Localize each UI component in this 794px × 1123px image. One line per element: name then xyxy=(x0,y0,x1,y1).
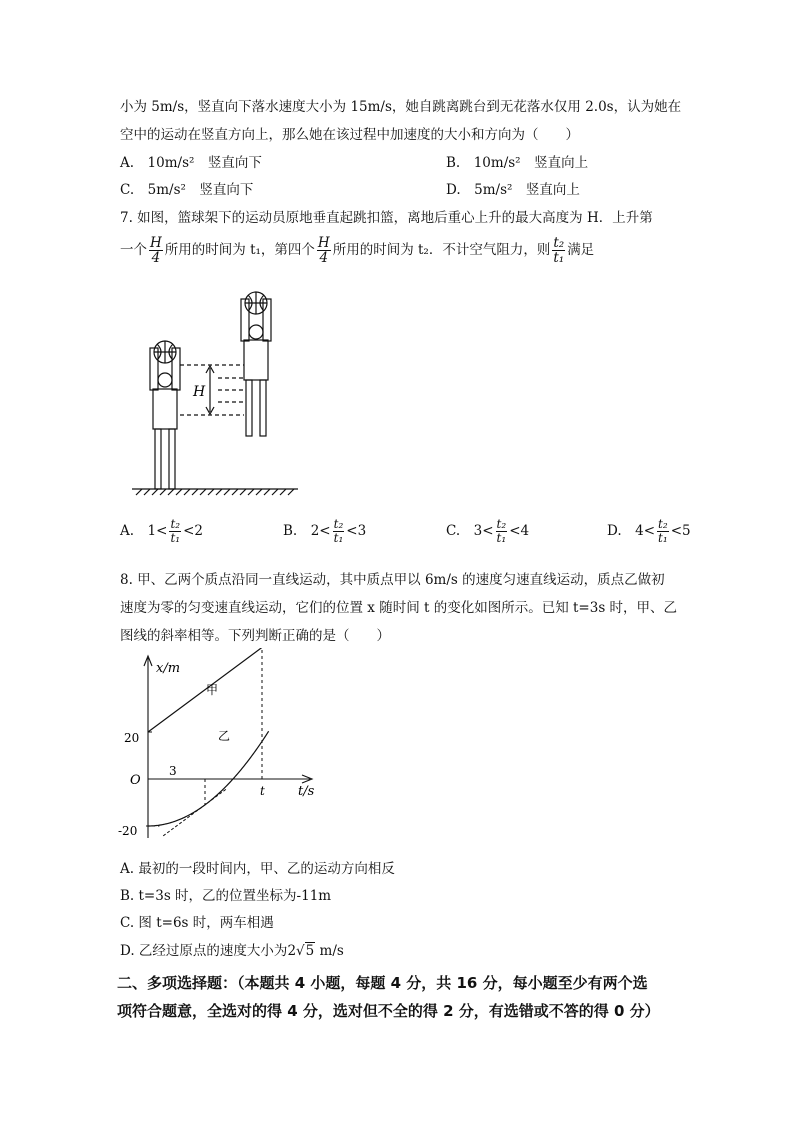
frac-num: t₂ xyxy=(658,517,668,531)
ground-hatch xyxy=(136,489,294,495)
opt-pre: B. 2< xyxy=(283,523,331,539)
opt-post: <2 xyxy=(183,523,203,539)
frac-num: t₂ xyxy=(496,517,507,531)
position-time-chart xyxy=(112,648,332,848)
origin-label: O xyxy=(130,773,141,788)
frac-den: 4 xyxy=(319,250,329,266)
unit: m/s xyxy=(315,943,344,959)
section2-text-2: 项符合题意，全选对的得 4 分，选对但不全的得 2 分，有选错或不答的得 0 分） xyxy=(117,1002,660,1020)
q6-option-b: B. 10m/s² 竖直向上 xyxy=(446,155,589,171)
x-tick-label-3: 3 xyxy=(169,764,177,778)
q8-option-c: C. 图 t=6s 时，两车相遇 xyxy=(120,915,274,931)
fraction-t2-over-t1 xyxy=(496,518,508,545)
q7-text-c: 所用的时间为 t₂．不计空气阻力，则 xyxy=(332,242,551,258)
frac-den: 4 xyxy=(151,250,161,266)
radicand: 5 xyxy=(305,943,315,959)
opt-pre: D. 4< xyxy=(607,523,656,539)
frac-num: H xyxy=(150,235,162,251)
q7-line1: 7. 如图，篮球架下的运动员原地垂直起跳扣篮，离地后重心上升的最大高度为 H．上升第 xyxy=(120,210,653,226)
fraction-t2-over-t1 xyxy=(657,518,669,545)
fraction-h-over-4 xyxy=(317,236,331,265)
q7-line2 xyxy=(120,236,594,265)
frac-den: t₁ xyxy=(170,531,181,545)
q8-line1: 8. 甲、乙两个质点沿同一直线运动，其中质点甲以 6m/s 的速度匀速直线运动，质点乙做初 xyxy=(120,572,665,588)
frac-num: t₂ xyxy=(170,517,181,531)
q7-option-d xyxy=(607,518,691,545)
opt-pre: D. 乙经过原点的速度大小为 xyxy=(120,943,288,959)
x-axis-label: t/s xyxy=(298,784,315,799)
opt-pre: C. 3< xyxy=(446,523,494,539)
q7-text-d: 满足 xyxy=(567,242,595,258)
q8-option-a: A. 最初的一段时间内，甲、乙的运动方向相反 xyxy=(120,861,395,877)
q6-option-c: C. 5m/s² 竖直向下 xyxy=(120,182,254,198)
q8-option-d xyxy=(120,939,344,959)
q8-line3: 图线的斜率相等。下列判断正确的是（ ） xyxy=(120,628,390,644)
frac-den: t₁ xyxy=(333,531,344,545)
fraction-h-over-4 xyxy=(149,236,163,265)
q8-line2: 速度为零的匀变速直线运动，它们的位置 x 随时间 t 的变化如图所示。已知 t=3s 时，甲、乙 xyxy=(120,600,678,616)
q6-line1: 小为 5m/s，竖直向下落水速度大小为 15m/s，她自跳离跳台到无花落水仅用 2.0s，认为她在 xyxy=(120,99,682,115)
q7-text-a: 一个 xyxy=(120,242,147,258)
y-tick-label-neg20: -20 xyxy=(118,824,138,838)
fraction-t2-over-t1 xyxy=(333,518,345,545)
basketball-jump-figure xyxy=(128,288,303,496)
opt-post: <5 xyxy=(670,523,691,539)
opt-pre: A. 1< xyxy=(120,523,168,539)
y-axis-label: x/m xyxy=(156,661,181,676)
height-label: H xyxy=(193,384,206,400)
q7-text-b: 所用的时间为 t₁，第四个 xyxy=(164,242,315,258)
q7-option-a xyxy=(120,518,203,545)
frac-den: t₁ xyxy=(553,250,565,266)
frac-num: t₂ xyxy=(333,517,344,531)
q6-option-d: D. 5m/s² 竖直向上 xyxy=(446,182,580,198)
q6-line2: 空中的运动在竖直方向上，那么她在该过程中加速度的大小和方向为（ ） xyxy=(120,127,579,143)
opt-post: <4 xyxy=(509,523,530,539)
section2-heading-line2 xyxy=(117,1000,660,1021)
frac-num: H xyxy=(317,235,330,251)
coef: 2 xyxy=(287,943,297,959)
frac-den: t₁ xyxy=(496,531,507,545)
y-tick-label-20: 20 xyxy=(124,731,140,745)
section2-text-1: 二、多项选择题：（本题共 4 小题，每题 4 分，共 16 分，每小题至少有两个选 xyxy=(117,974,648,992)
fraction-t2-over-t1 xyxy=(169,518,181,545)
series-label-yi: 乙 xyxy=(218,729,231,743)
series-label-jia: 甲 xyxy=(206,683,219,697)
height-dashed-lines xyxy=(180,365,244,415)
x-tick-label-t: t xyxy=(260,784,265,798)
opt-post: <3 xyxy=(346,523,367,539)
q7-option-b xyxy=(283,518,366,545)
fraction-t2-over-t1 xyxy=(552,236,565,265)
q8-option-b: B. t=3s 时，乙的位置坐标为-11m xyxy=(120,888,332,904)
q7-option-c xyxy=(446,518,529,545)
tangent-line-at-3s xyxy=(163,789,226,836)
section2-heading-line1 xyxy=(117,972,648,993)
sqrt-symbol: √5 xyxy=(296,943,315,959)
frac-num: t₂ xyxy=(553,235,565,251)
player-jumping xyxy=(241,292,271,436)
frac-den: t₁ xyxy=(658,531,668,545)
player-standing xyxy=(150,341,180,489)
q6-option-a: A. 10m/s² 竖直向下 xyxy=(120,155,262,171)
